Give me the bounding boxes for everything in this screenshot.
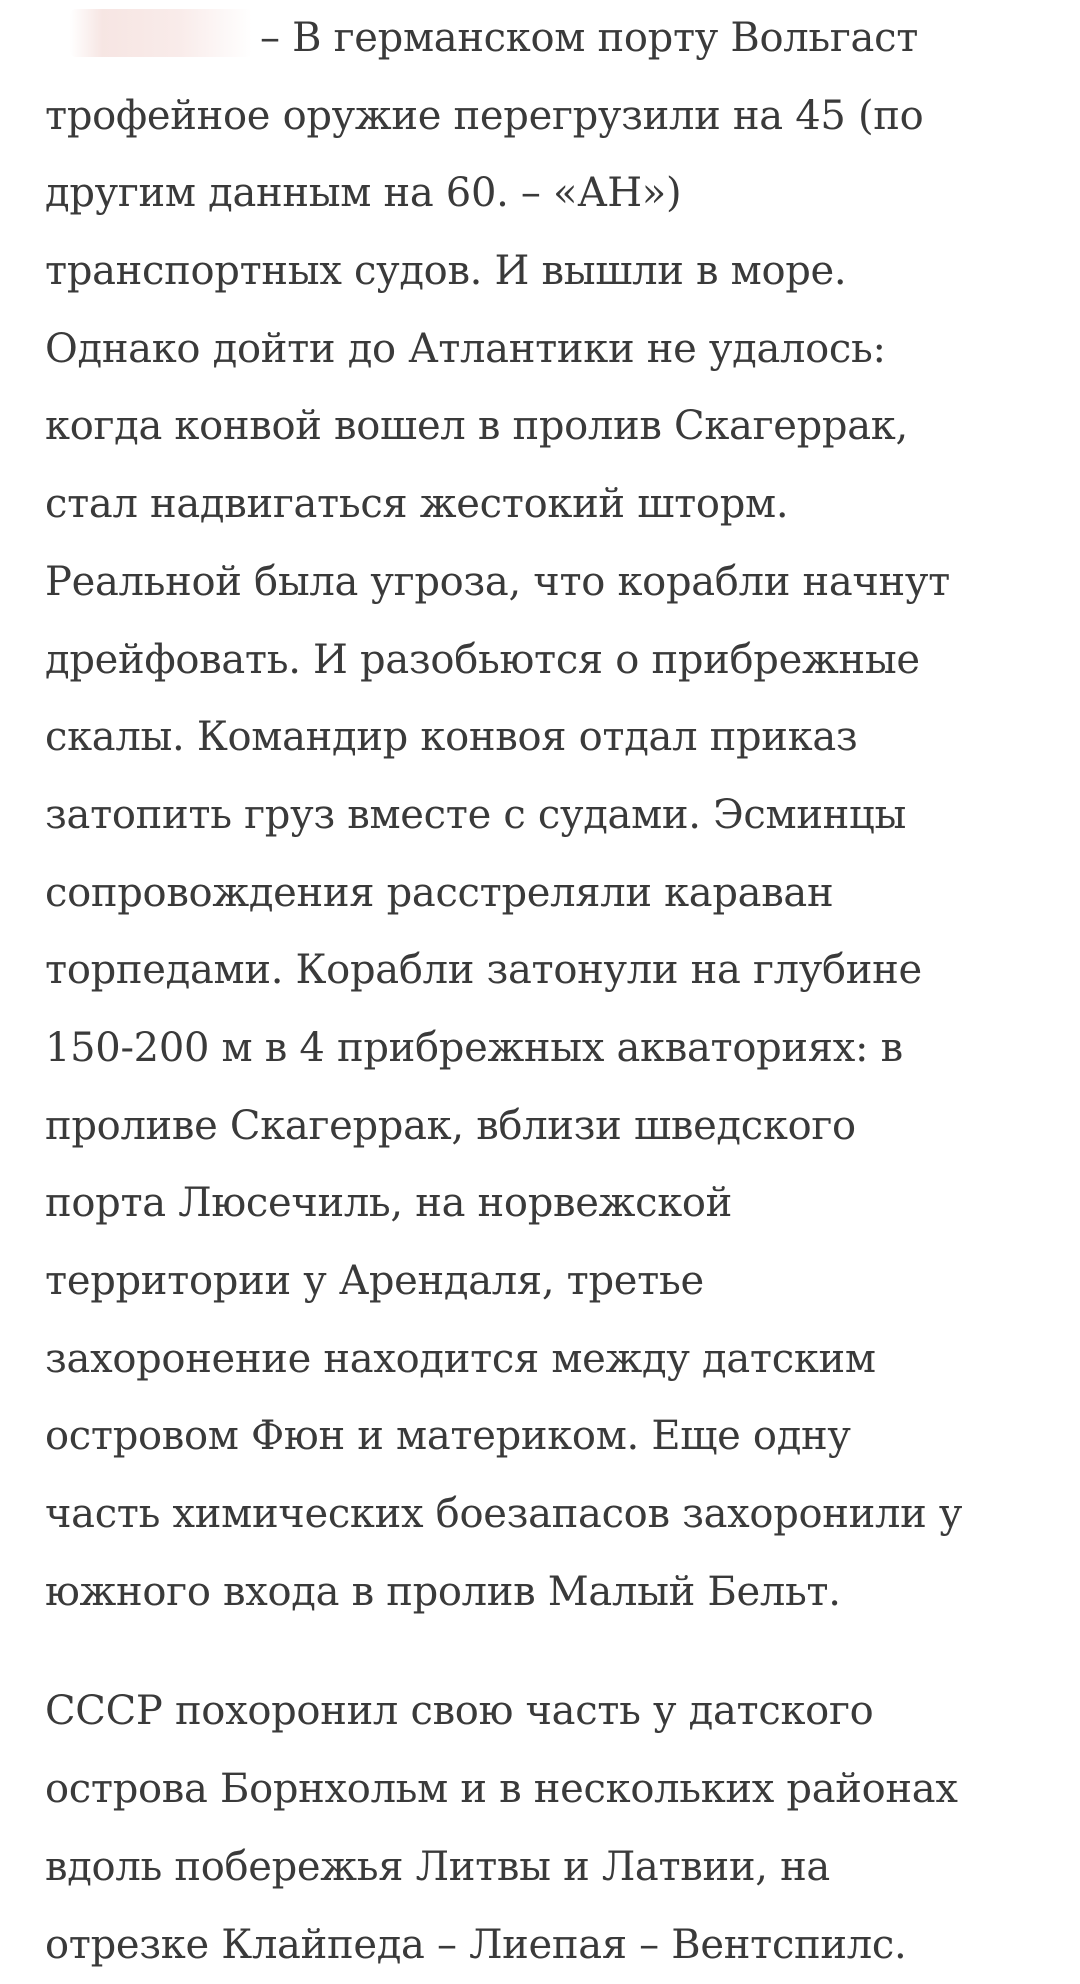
text-line: захоронение находится между датским xyxy=(45,1321,1055,1399)
text-line-content: – В германском порту Вольгаст xyxy=(260,15,918,61)
text-line: территории у Арендаля, третье xyxy=(45,1243,1055,1321)
text-line: вдоль побережья Литвы и Латвии, на xyxy=(45,1829,1055,1907)
text-line: 150-200 м в 4 прибрежных акваториях: в xyxy=(45,1010,1055,1088)
text-line: южного входа в пролив Малый Бельт. xyxy=(45,1554,1055,1632)
paragraph-spacer xyxy=(45,1631,1055,1673)
text-line: трофейное оружие перегрузили на 45 (по xyxy=(45,78,1055,156)
text-line: острова Борнхольм и в нескольких районах xyxy=(45,1751,1055,1829)
text-line: Однако дойти до Атлантики не удалось: xyxy=(45,311,1055,389)
text-line: порта Люсечиль, на норвежской xyxy=(45,1165,1055,1243)
text-line: торпедами. Корабли затонули на глубине xyxy=(45,932,1055,1010)
text-line: СССР похоронил свою часть у датского xyxy=(45,1673,1055,1751)
text-line: островом Фюн и материком. Еще одну xyxy=(45,1398,1055,1476)
text-line: Реальной была угроза, что корабли начнут xyxy=(45,544,1055,622)
text-line: дрейфовать. И разобьются о прибрежные xyxy=(45,622,1055,700)
article-body xyxy=(45,0,1055,1984)
text-line: отрезке Клайпеда – Лиепая – Вентспилс. xyxy=(45,1907,1055,1984)
text-line: затопить груз вместе с судами. Эсминцы xyxy=(45,777,1055,855)
text-line: проливе Скагеррак, вблизи шведского xyxy=(45,1088,1055,1166)
text-line: скалы. Командир конвоя отдал приказ xyxy=(45,699,1055,777)
text-line: когда конвой вошел в пролив Скагеррак, xyxy=(45,388,1055,466)
text-line: другим данным на 60. – «АН») xyxy=(45,155,1055,233)
text-line: часть химических боезапасов захоронили у xyxy=(45,1476,1055,1554)
article-paragraph xyxy=(45,0,1055,1631)
text-line: сопровождения расстреляли караван xyxy=(45,855,1055,933)
article-paragraph xyxy=(45,1673,1055,1984)
text-line xyxy=(45,0,1055,78)
text-line: стал надвигаться жестокий шторм. xyxy=(45,466,1055,544)
redacted-name-blur xyxy=(70,9,252,57)
text-line: транспортных судов. И вышли в море. xyxy=(45,233,1055,311)
